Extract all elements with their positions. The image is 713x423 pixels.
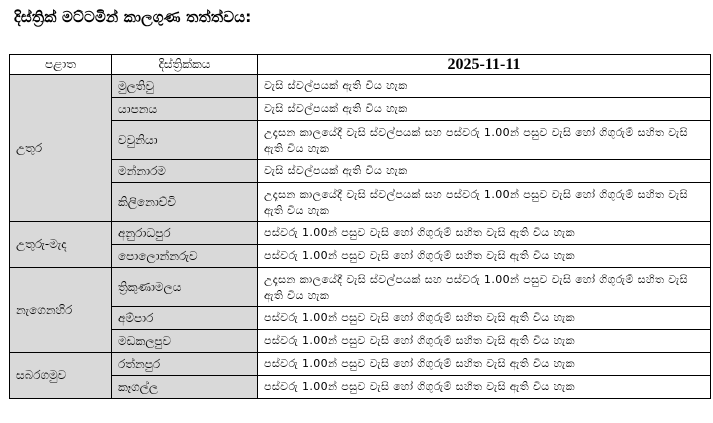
forecast-cell: පස්වරු 1.00න් පසුව වැසි හෝ ගිගුරුම් සහිත වැසි ඇති විය හැක xyxy=(258,222,711,245)
table-row xyxy=(10,183,711,222)
district-weather-table xyxy=(9,54,711,399)
district-cell: කෑගල්ල xyxy=(112,376,258,399)
table-row xyxy=(10,121,711,160)
table-row xyxy=(10,268,711,307)
province-cell: උතුර xyxy=(10,75,112,222)
district-cell: අම්පාර xyxy=(112,307,258,330)
forecast-cell: උදෑසන කාලයේදී වැසි ස්වල්පයක් සහ පස්වරු 1.00න් පසුව වැසි හෝ ගිගුරුම් සහිත වැසි ඇති විය හැක xyxy=(258,183,711,222)
province-column-header: පළාත xyxy=(10,55,112,75)
district-cell: මඩකලපුව xyxy=(112,330,258,353)
district-cell: මුලතිවු xyxy=(112,75,258,98)
table-row xyxy=(10,376,711,399)
table-row xyxy=(10,222,711,245)
district-cell: ත්‍රිකුණාමලය xyxy=(112,268,258,307)
date-column-header: 2025-11-11 xyxy=(258,55,711,75)
forecast-cell: වැසි ස්වල්පයක් ඇති විය හැක xyxy=(258,160,711,183)
forecast-cell: උදෑසන කාලයේදී වැසි ස්වල්පයක් සහ පස්වරු 1.00න් පසුව වැසි හෝ ගිගුරුම් සහිත වැසි ඇති විය හැක xyxy=(258,268,711,307)
table-row xyxy=(10,160,711,183)
table-row xyxy=(10,75,711,98)
forecast-cell: වැසි ස්වල්පයක් ඇති විය හැක xyxy=(258,75,711,98)
district-cell: පොලොන්නරුව xyxy=(112,245,258,268)
province-cell: නැගෙනහිර xyxy=(10,268,112,353)
district-cell: වවුනියා xyxy=(112,121,258,160)
forecast-cell: පස්වරු 1.00න් පසුව වැසි හෝ ගිගුරුම් සහිත වැසි ඇති විය හැක xyxy=(258,376,711,399)
district-cell: රත්නපුර xyxy=(112,353,258,376)
province-cell: සබරගමුව xyxy=(10,353,112,399)
forecast-cell: උදෑසන කාලයේදී වැසි ස්වල්පයක් සහ පස්වරු 1.00න් පසුව වැසි හෝ ගිගුරුම් සහිත වැසි ඇති විය හැක xyxy=(258,121,711,160)
province-cell: උතුරු-මැද xyxy=(10,222,112,268)
district-column-header: දිස්ත්‍රික්කය xyxy=(112,55,258,75)
page-title: දිස්ත්‍රික් මට්ටමින් කාලගුණ තත්ත්වය: xyxy=(14,8,252,26)
district-cell: කිලිනොච්චි xyxy=(112,183,258,222)
table-row xyxy=(10,330,711,353)
table-row xyxy=(10,98,711,121)
district-cell: අනුරාධපුර xyxy=(112,222,258,245)
table-row xyxy=(10,307,711,330)
district-cell: මන්නාරම xyxy=(112,160,258,183)
forecast-cell: පස්වරු 1.00න් පසුව වැසි හෝ ගිගුරුම් සහිත වැසි ඇති විය හැක xyxy=(258,330,711,353)
table-row xyxy=(10,353,711,376)
forecast-cell: පස්වරු 1.00න් පසුව වැසි හෝ ගිගුරුම් සහිත වැසි ඇති විය හැක xyxy=(258,353,711,376)
table-header-row xyxy=(10,55,711,75)
table-row xyxy=(10,245,711,268)
table-body xyxy=(10,75,711,399)
forecast-cell: පස්වරු 1.00න් පසුව වැසි හෝ ගිගුරුම් සහිත වැසි ඇති විය හැක xyxy=(258,307,711,330)
forecast-cell: වැසි ස්වල්පයක් ඇති විය හැක xyxy=(258,98,711,121)
district-cell: යාපනය xyxy=(112,98,258,121)
forecast-cell: පස්වරු 1.00න් පසුව වැසි හෝ ගිගුරුම් සහිත වැසි ඇති විය හැක xyxy=(258,245,711,268)
